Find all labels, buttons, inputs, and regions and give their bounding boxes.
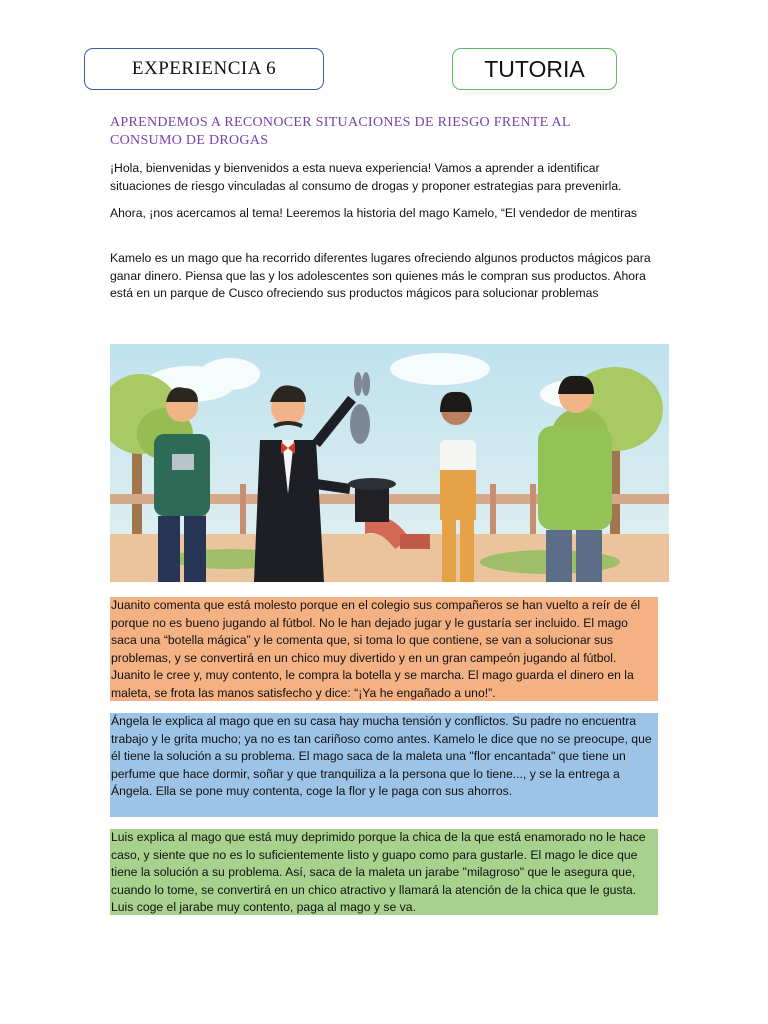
experience-label-box — [84, 48, 324, 90]
tutoria-label: TUTORIA — [484, 55, 585, 82]
tutoria-label-box — [452, 48, 617, 90]
intro-paragraph-1: ¡Hola, bienvenidas y bienvenidos a esta nueva experiencia! Vamos a aprender a identificar situaciones de riesgo vinculadas al consumo de drogas y proponer estrategias para prevenirla. — [110, 161, 622, 193]
story-box-angela: Ángela le explica al mago que en su casa hay mucha tensión y conflictos. Su padre no encuentra trabajo y le grita mucho; ya no es tan cariñoso como antes. Kamelo le dice que no se preocupe, que él tiene la solución a su problema. El mago saca de la maleta una "flor encantada" que tiene un perfume que hace dormir, soñar y que tranquiliza a la persona que lo tiene..., y se la entrega a Ángela. Ella se pone muy contenta, coge la flor y le paga con sus ahorros. — [110, 713, 658, 817]
magician-park-illustration — [110, 344, 669, 582]
page-subtitle: APRENDEMOS A RECONOCER SITUACIONES DE RIESGO FRENTE AL CONSUMO DE DROGAS — [110, 115, 571, 148]
story-box-luis: Luis explica al mago que está muy deprimido porque la chica de la que está enamorado no le hace caso, y siente que no es lo suficientemente listo y guapo como para gustarle. El mago le dice que tiene la solución a su problema. Así, saca de la maleta un jarabe "milagroso" que le asegura que, cuando lo tome, se convertirá en un chico atractivo y llamará la atención de la chica que le gusta. Luis coge el jarabe muy contento, paga al mago y se va. — [110, 829, 658, 915]
intro-paragraph-2: Ahora, ¡nos acercamos al tema! Leeremos la historia del mago Kamelo, “El vendedor de mentiras — [110, 206, 638, 220]
story-box-juanito: Juanito comenta que está molesto porque en el colegio sus compañeros se han vuelto a reír de él porque no es bueno jugando al fútbol. No le han dejado jugar y le gustaría ser incluido. El mago saca una “botella mágica” y le comenta que, si toma lo que contiene, se van a solucionar sus problemas, y se convertirá en un chico muy divertido y en un gran campeón jugando al fútbol. Juanito le cree y, muy contento, le compra la botella y se marcha. El mago guarda el dinero en la maleta, se frota las manos satisfecho y dice: “¡Ya he engañado a uno!”. — [110, 597, 658, 701]
experience-label: EXPERIENCIA 6 — [131, 58, 277, 79]
intro-paragraph-3: Kamelo es un mago que ha recorrido diferentes lugares ofreciendo algunos productos mágicos para ganar dinero. Piensa que las y los adolescentes son quienes más le compran sus productos. Ahora está en un parque de Cusco ofreciendo sus productos mágicos para solucionar problemas — [110, 251, 651, 301]
